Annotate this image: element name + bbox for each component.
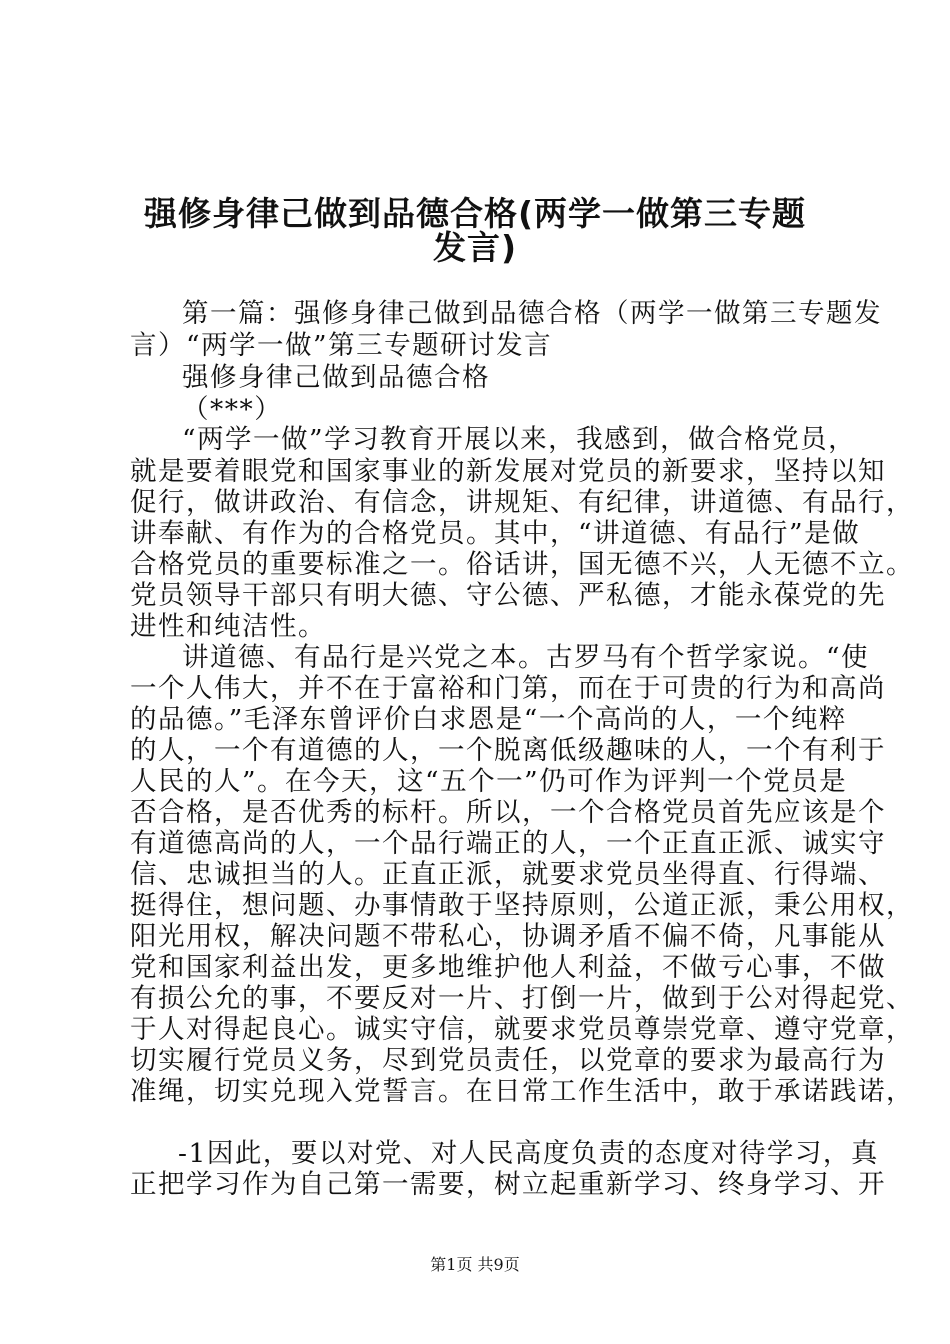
body-line-24: 于人对得起良心。诚实守信，就要求党员尊崇党章、遵守党章， [130, 1014, 914, 1045]
body-line-22: 党和国家利益出发，更多地维护他人利益，不做亏心事，不做 [130, 952, 886, 983]
body-line-18: 有道德高尚的人，一个品行端正的人，一个正直正派、诚实守 [130, 828, 886, 859]
body-line-16: 人民的人”。在今天，这“五个一”仍可作为评判一个党员是 [130, 766, 848, 797]
body-line-4: （***） [182, 394, 283, 425]
body-line-3: 强修身律己做到品德合格 [182, 362, 490, 393]
body-line-13: 一个人伟大，并不在于富裕和门第，而在于可贵的行为和高尚 [130, 673, 886, 704]
body-line-5: “两学一做”学习教育开展以来，我感到，做合格党员， [182, 424, 857, 455]
body-line-11: 进性和纯洁性。 [130, 611, 326, 642]
body-line-8: 讲奉献、有作为的合格党员。其中，“讲道德、有品行”是做 [130, 518, 861, 549]
body-line-14: 的品德。”毛泽东曾评价白求恩是“一个高尚的人，一个纯粹 [130, 704, 847, 735]
body-line-28: 正把学习作为自己第一需要，树立起重新学习、终身学习、开 [130, 1169, 886, 1200]
body-line-19: 信、忠诚担当的人。正直正派，就要求党员坐得直、行得端、 [130, 859, 886, 890]
page-number-footer: 第1页 共9页 [430, 1255, 520, 1274]
body-line-1: 第一篇：强修身律己做到品德合格（两学一做第三专题发 [182, 298, 882, 329]
document-title-line-2: 发言) [432, 228, 518, 267]
body-line-7: 促行，做讲政治、有信念，讲规矩、有纪律，讲道德、有品行， [130, 487, 914, 518]
body-line-6: 就是要着眼党和国家事业的新发展对党员的新要求，坚持以知 [130, 456, 886, 487]
body-line-21: 阳光用权，解决问题不带私心，协调矛盾不偏不倚，凡事能从 [130, 921, 886, 952]
body-line-17: 否合格，是否优秀的标杆。所以，一个合格党员首先应该是个 [130, 797, 886, 828]
body-line-25: 切实履行党员义务，尽到党员责任，以党章的要求为最高行为 [130, 1045, 886, 1076]
body-line-23: 有损公允的事，不要反对一片、打倒一片，做到于公对得起党、 [130, 983, 914, 1014]
body-line-12: 讲道德、有品行是兴党之本。古罗马有个哲学家说。“使 [182, 642, 870, 673]
body-line-20: 挺得住，想问题、办事情敢于坚持原则，公道正派，秉公用权， [130, 890, 914, 921]
body-line-9: 合格党员的重要标准之一。俗话讲，国无德不兴，人无德不立。 [130, 549, 914, 580]
body-line-27: -1因此，要以对党、对人民高度负责的态度对待学习，真 [178, 1138, 879, 1169]
body-line-26: 准绳，切实兑现入党誓言。在日常工作生活中，敢于承诺践诺， [130, 1076, 914, 1107]
document-title-line-1: 强修身律己做到品德合格(两学一做第三专题 [143, 194, 807, 233]
body-line-10: 党员领导干部只有明大德、守公德、严私德，才能永葆党的先 [130, 580, 886, 611]
body-line-2: 言）“两学一做”第三专题研讨发言 [130, 330, 553, 361]
body-line-15: 的人，一个有道德的人，一个脱离低级趣味的人，一个有利于 [130, 735, 886, 766]
